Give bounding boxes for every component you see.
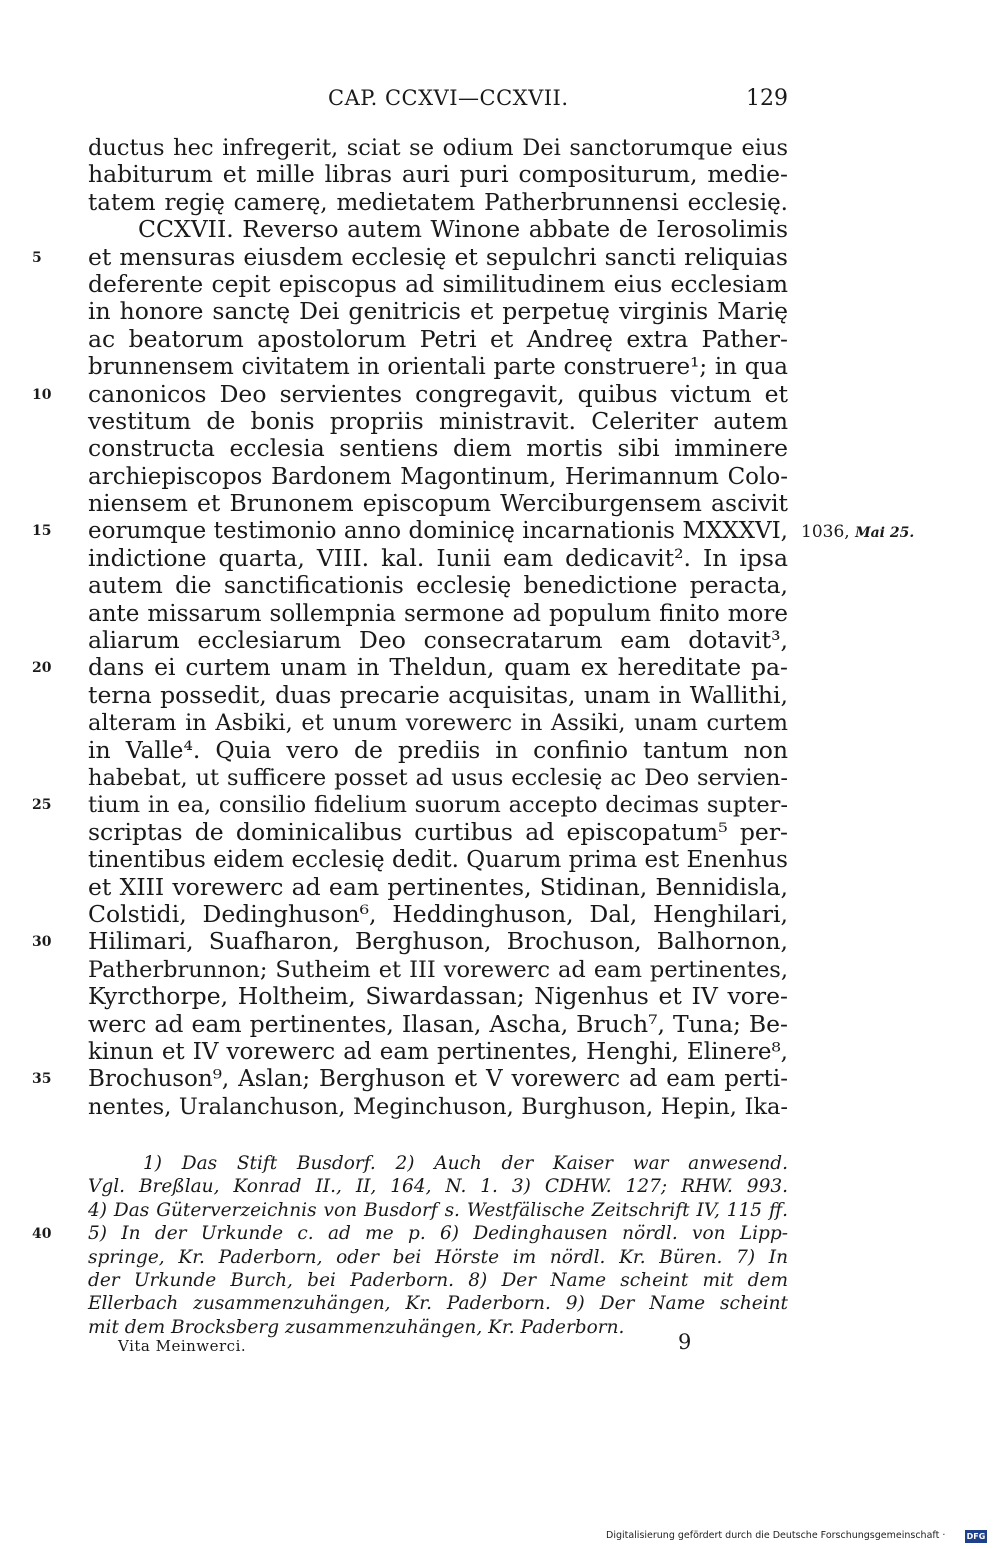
chapter-heading-line: CCXVII. Reverso autem Winone abbate de Ierosolimis — [138, 215, 788, 244]
printer-signature: Vita Meinwerci. — [118, 1337, 247, 1355]
text-line: brunnensem civitatem in orientali parte construere¹; in qua — [88, 354, 788, 381]
running-title: CAP. CCXVI—CCXVII. — [328, 86, 569, 110]
text-line: nentes, Uralanchuson, Meginchuson, Burghuson, Hepin, Ika- — [88, 1093, 788, 1120]
line-number: 35 — [32, 1071, 52, 1088]
text-line: habiturum et mille libras auri puri compositurum, medie- — [88, 160, 788, 189]
footnote-line: 1) Das Stift Busdorf. 2) Auch der Kaiser war anwesend. — [143, 1153, 788, 1174]
text-line: ac beatorum apostolorum Petri et Andreę extra Pather- — [88, 324, 788, 353]
text-line: tatem regię camerę, medietatem Patherbrunnensi ecclesię. — [88, 189, 788, 216]
text-line: indictione quarta, VIII. kal. Iunii eam dedicavit². In ipsa — [88, 543, 788, 572]
footnote-line: 4) Das Güterverzeichnis von Busdorf s. Westfälische Zeitschrift IV, 115 ff. — [88, 1199, 788, 1221]
text-line: tinentibus eidem ecclesię dedit. Quarum prima est Enenhus — [88, 847, 788, 874]
text-line: niensem et Brunonem episcopum Werciburgensem ascivit — [88, 489, 788, 518]
text-line: 30 Hilimari, Suafharon, Berghuson, Brochuson, Balhornon, — [32, 927, 788, 956]
text-line: 15 eorumque testimonio anno dominicę incarnationis MXXXVI, 1036, Mai 25. — [88, 517, 788, 544]
text-line: ante missarum sollempnia sermone ad populum finito more — [88, 600, 788, 627]
line-number: 40 — [32, 1226, 52, 1243]
footnotes — [32, 1152, 788, 1339]
line-number: 30 — [32, 934, 52, 951]
sheet-number: 9 — [678, 1330, 692, 1354]
text-line: ductus hec infregerit, sciat se odium Dei sanctorumque eius — [88, 135, 788, 161]
text-line: Colstidi, Dedinghuson⁶, Heddinghuson, Dal, Henghilari, — [88, 899, 788, 928]
text-line: in honore sanctę Dei genitricis et perpetuę virginis Marię — [88, 297, 788, 326]
footnote-line: der Urkunde Burch, bei Paderborn. 8) Der Name scheint mit dem — [88, 1269, 788, 1291]
digitization-note: Digitalisierung gefördert durch die Deutsche Forschungsgemeinschaft · — [606, 1530, 946, 1541]
line-number: 5 — [32, 249, 42, 266]
text-line: in Valle⁴. Quia vero de prediis in confinio tantum non — [88, 735, 788, 764]
text-line: archiepiscopos Bardonem Magontinum, Herimannum Colo- — [88, 463, 788, 490]
dfg-logo-icon: DFG — [966, 1532, 986, 1541]
body-text — [32, 134, 915, 1120]
text-line: constructa ecclesia sentiens diem mortis sibi imminere — [88, 434, 788, 463]
footnote-line: mit dem Brocksberg zusammenzuhängen, Kr. Paderborn. — [88, 1316, 625, 1338]
page-header — [88, 86, 788, 116]
line-number: 10 — [32, 386, 52, 403]
text-line: Kyrcthorpe, Holtheim, Siwardassan; Nigenhus et IV vore- — [88, 982, 788, 1011]
text-line: 25 tium in ea, consilio fidelium suorum accepto decimas supter- — [32, 792, 788, 819]
text-line: et XIII vorewerc ad eam pertinentes, Stidinan, Bennidisla, — [88, 872, 788, 901]
text-line: deferente cepit episcopus ad similitudinem eius ecclesiam — [88, 269, 788, 298]
text-line: 10 canonicos Deo servientes congregavit, quibus victum et — [32, 379, 788, 408]
line-number: 15 — [32, 523, 52, 540]
footnote-line: Ellerbach zusammenzuhängen, Kr. Paderborn. 9) Der Name scheint — [88, 1293, 788, 1315]
line-number: 25 — [32, 797, 52, 814]
text-line: 35 Brochuson⁹, Aslan; Berghuson et V vorewerc ad eam perti- — [32, 1066, 788, 1093]
footnote-line: Vgl. Breßlau, Konrad II., II, 164, N. 1. 3) CDHW. 127; RHW. 993. — [88, 1176, 788, 1198]
text-line: habebat, ut sufficere posset ad usus ecclesię ac Deo servien- — [88, 764, 788, 791]
footnote-line: 40 5) In der Urkunde c. ad me p. 6) Dedinghausen nördl. von Lipp- — [88, 1222, 788, 1245]
text-line: kinun et IV vorewerc ad eam pertinentes, Henghi, Elinere⁸, — [88, 1038, 788, 1065]
text-line: 5 et mensuras eiusdem ecclesię et sepulchri sancti reliquias — [32, 242, 788, 271]
text-line: werc ad eam pertinentes, Ilasan, Ascha, Bruch⁷, Tuna; Be- — [88, 1009, 788, 1038]
text-line: aliarum ecclesiarum Deo consecratarum eam dotavit³, — [88, 626, 788, 655]
text-line: alteram in Asbiki, et unum vorewerc in Assiki, unam curtem — [88, 710, 788, 737]
margin-date: 1036, Mai 25. — [801, 522, 915, 543]
line-number: 20 — [32, 660, 52, 677]
text-line: scriptas de dominicalibus curtibus ad episcopatum⁵ per- — [88, 817, 788, 846]
page-number: 129 — [746, 86, 788, 111]
text-line: Patherbrunnon; Sutheim et III vorewerc ad eam pertinentes, — [88, 956, 788, 983]
text-line: autem die sanctificationis ecclesię benedictione peracta, — [88, 571, 788, 600]
text-line: 20 dans ei curtem unam in Theldun, quam ex hereditate pa- — [32, 653, 788, 682]
footnote-line: springe, Kr. Paderborn, oder bei Hörste im nördl. Kr. Büren. 7) In — [88, 1246, 788, 1268]
text-line: terna possedit, duas precarie acquisitas, unam in Wallithi, — [88, 680, 788, 709]
text-line: vestitum de bonis propriis ministravit. Celeriter autem — [88, 406, 788, 435]
